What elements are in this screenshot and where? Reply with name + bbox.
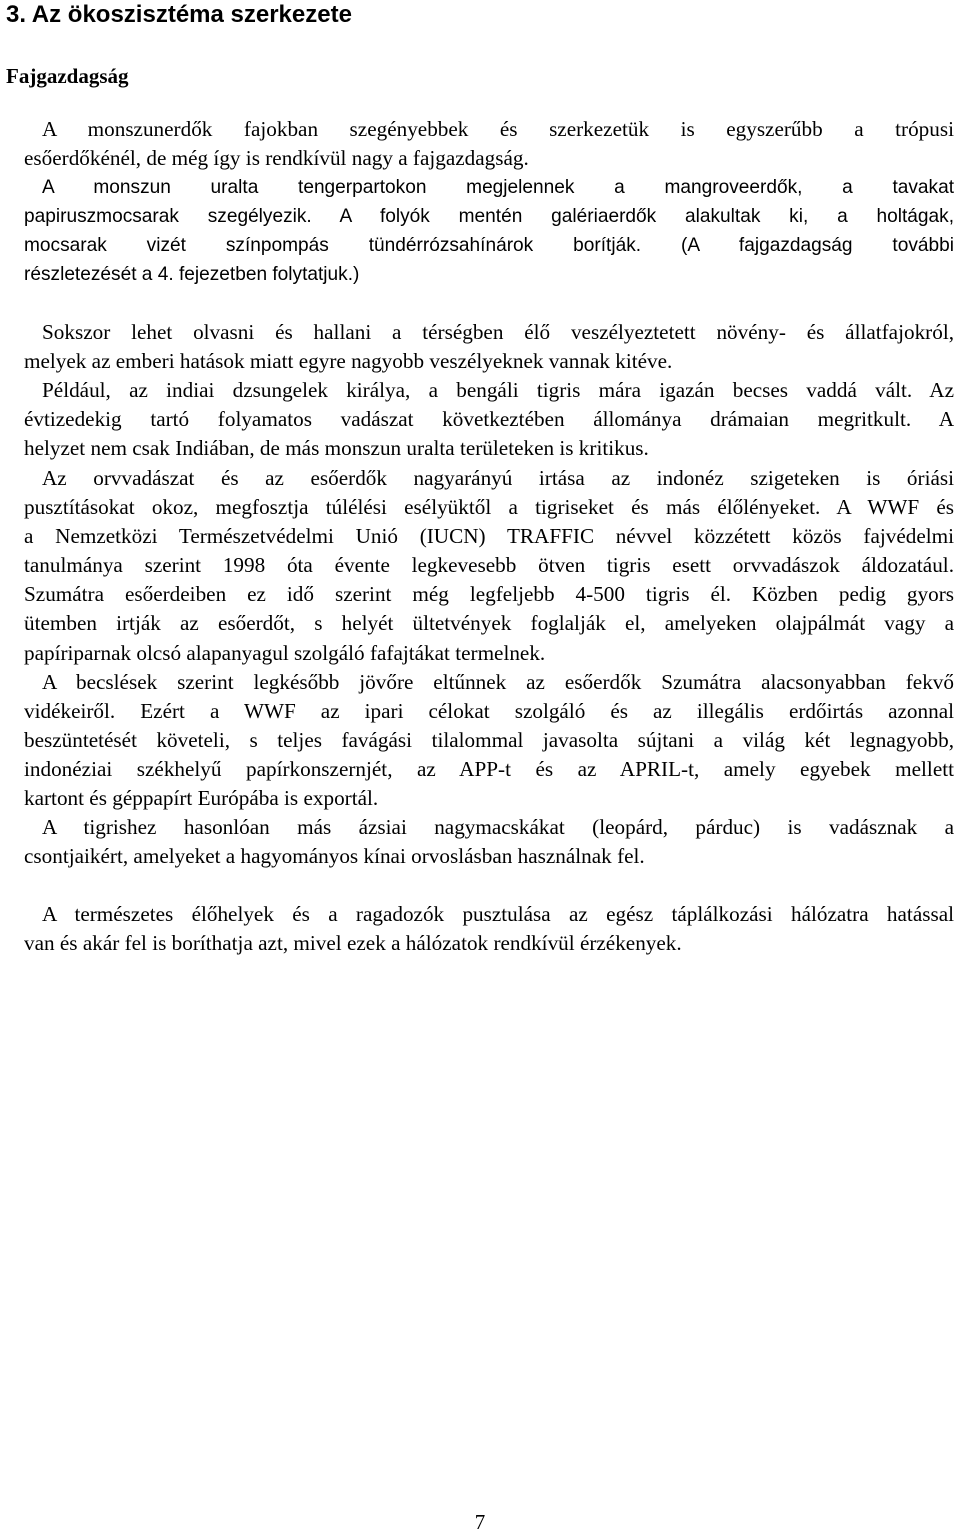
text-line: helyzet nem csak Indiában, de más monszun uralta területeken is kritikus. xyxy=(24,436,649,461)
text-line: A becslések szerint legkésőbb jövőre eltűnnek az esőerdők Szumátra alacsonyabban fekvő xyxy=(42,670,954,694)
paragraph-big-cats xyxy=(6,813,954,871)
text-line: A monszunerdők fajokban szegényebbek és szerkezetük is egyszerűbb a trópusi xyxy=(42,117,954,141)
subsection-heading: Fajgazdagság xyxy=(6,64,129,88)
paragraph-mangroves xyxy=(6,173,954,289)
text-line: mocsarak vizét színpompás tündérrózsahínárok borítják. (A fajgazdagság további xyxy=(24,235,954,257)
paragraph-sumatra-forests xyxy=(6,668,954,813)
text-line: Sokszor lehet olvasni és hallani a térségben élő veszélyeztetett növény- és állatfajokról, xyxy=(42,320,954,344)
text-line: ütemben irtják az esőerdőt, s helyét ültetvények foglalják el, amelyeken olajpálmát vagy a xyxy=(24,611,954,636)
section-heading: 3. Az ökoszisztéma szerkezete xyxy=(6,1,352,28)
text-line: évtizedekig tartó folyamatos vadászat következtében állománya drámaian megritkult. A xyxy=(24,407,954,432)
text-line: Például, az indiai dzsungelek királya, a bengáli tigris mára igazán becses vaddá vált. Az xyxy=(42,378,954,402)
text-line: beszüntetését követeli, s teljes favágási tilalommal javasolta sújtani a világ két legnagyobb, xyxy=(24,728,954,753)
text-line: van és akár fel is boríthatja azt, mivel ezek a hálózatok rendkívül érzékenyek. xyxy=(24,931,682,956)
text-line: részletezését a 4. fejezetben folytatjuk.) xyxy=(24,264,360,286)
paragraph-food-web xyxy=(6,900,954,958)
paragraph-bengal-tiger xyxy=(6,376,954,463)
text-line: A monszun uralta tengerpartokon megjelennek a mangroveerdők, a tavakat xyxy=(42,177,954,198)
paragraph-poaching xyxy=(6,464,954,668)
text-line: pusztításokat okoz, megfosztja túlélési esélyüktől a tigriseket és más élőlényeket. A WWF és xyxy=(24,495,954,520)
paragraph-endangered-species xyxy=(6,318,954,376)
text-line: csontjaikért, amelyeket a hagyományos kínai orvoslásban használnak fel. xyxy=(24,844,645,869)
text-line: tanulmánya szerint 1998 óta évente legkevesebb ötven tigris esett orvvadászok áldozatául. xyxy=(24,553,954,578)
text-line: a Nemzetközi Természetvédelmi Unió (IUCN) TRAFFIC névvel közzétett közös fajvédelmi xyxy=(24,524,954,549)
text-line: kartont és géppapírt Európába is exportál. xyxy=(24,786,379,811)
text-line: Az orvvadászat és az esőerdők nagyarányú irtása az indonéz szigeteken is óriási xyxy=(42,466,954,490)
page-number: 7 xyxy=(474,1510,486,1534)
text-line: papíriparnak olcsó alapanyagul szolgáló fafajtákat termelnek. xyxy=(24,640,546,665)
text-line: melyek az emberi hatások miatt egyre nagyobb veszélyeknek vannak kitéve. xyxy=(24,349,673,374)
text-line: Szumátra esőerdeiben ez idő szerint még legfeljebb 4-500 tigris él. Közben pedig gyors xyxy=(24,582,954,607)
text-line: indonéziai székhelyű papírkonszernjét, az APP-t és az APRIL-t, amely egyebek mellett xyxy=(24,757,954,782)
text-line: vidékeiről. Ezért a WWF az ipari célokat szolgáló és az illegális erdőirtás azonnal xyxy=(24,699,954,724)
text-line: papiruszmocsarak szegélyezik. A folyók mentén galériaerdők alakultak ki, a holtágak, xyxy=(24,206,954,228)
paragraph-monsoon-forests xyxy=(6,115,954,173)
text-line: A tigrishez hasonlóan más ázsiai nagymacskákat (leopárd, párduc) is vadásznak a xyxy=(42,815,954,839)
text-line: esőerdőkénél, de még így is rendkívül nagy a fajgazdagság. xyxy=(24,146,529,171)
text-line: A természetes élőhelyek és a ragadozók pusztulása az egész táplálkozási hálózatra hatással xyxy=(42,902,954,926)
